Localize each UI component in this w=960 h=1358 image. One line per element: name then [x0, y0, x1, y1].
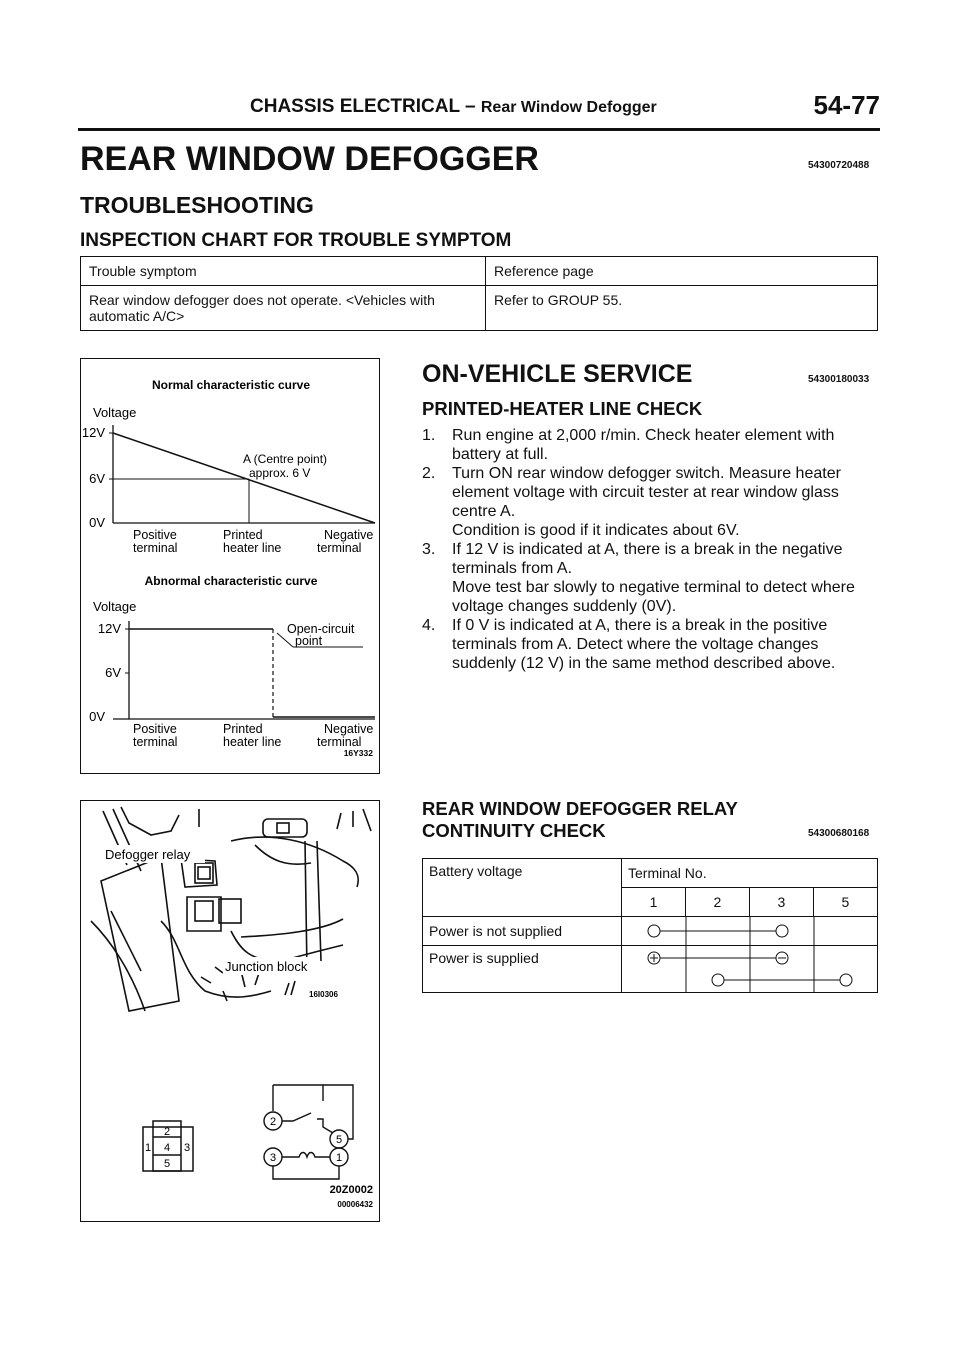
defogger-relay-label: Defogger relay	[105, 847, 191, 862]
continuity-cell	[622, 946, 878, 993]
inspection-table	[80, 256, 878, 331]
terminal-number: 5	[813, 888, 877, 917]
relay-body	[198, 867, 210, 879]
connector-shape	[263, 819, 307, 837]
characteristic-curves-figure	[81, 359, 379, 773]
header-title	[250, 96, 657, 118]
circuit-wire	[323, 1085, 353, 1139]
step-text: If 0 V is indicated at A, there is a break in the positive terminals from A. Detect where the voltage changes suddenly (12 V) in the same method described above.	[452, 617, 836, 672]
harness-lines	[201, 967, 223, 983]
header-cell: Battery voltage	[423, 859, 622, 917]
tick-6v: 6V	[89, 471, 105, 486]
junction-block-label: Junction block	[225, 959, 308, 974]
table-cell: Power is supplied	[423, 946, 622, 993]
relay-pin-3: 3	[183, 1142, 191, 1154]
tick-0v-2: 0V	[89, 709, 105, 724]
table-cell: Rear window defogger does not operate. <Vehicles with automatic A/C>	[81, 286, 486, 331]
header-subsection: Rear Window Defogger	[480, 99, 657, 116]
continuity-cell	[622, 917, 878, 946]
continuity-table	[422, 858, 878, 993]
step-text: Condition is good if it indicates about 6V.	[452, 522, 740, 539]
harness-lines	[241, 919, 343, 937]
tick-0v: 0V	[89, 515, 105, 530]
relay-pin-4: 4	[163, 1142, 171, 1154]
relay-pin-1: 1	[144, 1142, 152, 1154]
relay-check-title-line2: CONTINUITY CHECK	[422, 820, 606, 841]
terminal-number: 2	[685, 888, 749, 917]
page-header	[78, 92, 880, 131]
step-number: 4.	[422, 617, 436, 634]
relay-pin-5: 5	[163, 1158, 171, 1170]
x-label-negative-b2: terminal	[317, 735, 362, 749]
relay-check-title	[422, 798, 738, 842]
heater-check-steps	[422, 426, 880, 673]
figure-code-1: 16I0306	[309, 990, 338, 999]
abnormal-curve-title: Abnormal characteristic curve	[144, 574, 318, 588]
inspection-chart-title: INSPECTION CHART FOR TROUBLE SYMPTOM	[80, 230, 512, 251]
voltage-label: Voltage	[93, 405, 137, 420]
title-code: 54300720488	[808, 160, 870, 171]
relay-body	[187, 897, 221, 931]
header-separator: –	[465, 96, 476, 117]
table-header-row	[81, 257, 878, 286]
x-label-negative-2: terminal	[317, 541, 362, 555]
header-section: CHASSIS ELECTRICAL	[250, 96, 460, 117]
section-troubleshooting: TROUBLESHOOTING	[80, 192, 314, 218]
relay-body	[219, 899, 241, 923]
continuity-node	[648, 925, 660, 937]
step-item	[422, 426, 880, 464]
normal-curve-line	[113, 433, 375, 523]
open-circuit-label-2: point	[295, 634, 323, 648]
step-text: Run engine at 2,000 r/min. Check heater element with battery at full.	[452, 427, 835, 463]
figure-code-2: 20Z0002	[329, 1184, 373, 1196]
circuit-wire	[273, 1166, 339, 1179]
x-label-printed: Printed	[223, 528, 263, 542]
characteristic-curves-panel	[80, 358, 380, 774]
table-row	[423, 946, 878, 993]
table-cell: Power is not supplied	[423, 917, 622, 946]
tick-6v-2: 6V	[105, 665, 121, 680]
relay-location-panel	[80, 800, 380, 1222]
table-row	[423, 917, 878, 946]
step-text: Move test bar slowly to negative terminal to detect where voltage changes suddenly (0V).	[452, 579, 855, 615]
x-label-printed-b2: heater line	[223, 735, 282, 749]
x-label-printed-b: Printed	[223, 722, 263, 736]
x-label-positive-b2: terminal	[133, 735, 178, 749]
heater-check-title: PRINTED-HEATER LINE CHECK	[422, 398, 703, 419]
figure-code: 16Y332	[343, 748, 373, 758]
normal-curve-title: Normal characteristic curve	[151, 378, 311, 392]
terminal-number: 3	[749, 888, 813, 917]
x-label-printed-2: heater line	[223, 541, 282, 555]
relay-location-figure	[81, 801, 379, 1221]
continuity-node	[712, 974, 724, 986]
header-cell: Trouble symptom	[81, 257, 486, 286]
tick-12v: 12V	[81, 425, 105, 440]
relay-circuit-symbol	[264, 1085, 353, 1179]
terminal-5: 5	[335, 1134, 343, 1146]
centre-point-label: A (Centre point)	[243, 452, 328, 466]
table-cell: Refer to GROUP 55.	[486, 286, 878, 331]
circuit-wire	[273, 1085, 323, 1101]
continuity-not-supplied	[622, 917, 876, 945]
harness-lines	[111, 911, 141, 971]
relay-coil	[282, 1153, 330, 1158]
relay-pin-2: 2	[163, 1126, 171, 1138]
on-vehicle-service-title: ON-VEHICLE SERVICE	[422, 360, 693, 388]
x-label-negative: Negative	[324, 528, 374, 542]
continuity-node	[840, 974, 852, 986]
harness-lines	[91, 921, 145, 1011]
open-circuit-label: Open-circuit	[287, 622, 355, 636]
terminal-2: 2	[269, 1116, 277, 1128]
step-text: Turn ON rear window defogger switch. Measure heater element voltage with circuit tester at rear window glass centre A.	[452, 465, 841, 520]
terminal-number: 1	[622, 888, 686, 917]
step-item	[422, 616, 880, 673]
relay-location-drawing	[91, 807, 371, 1011]
table-header-row	[423, 859, 878, 888]
relay-check-title-line1: REAR WINDOW DEFOGGER RELAY	[422, 798, 738, 819]
harness-lines	[255, 845, 311, 864]
figure-code-3: 00006432	[337, 1200, 373, 1209]
panel-outline	[101, 857, 179, 1011]
switch-contact	[282, 1113, 333, 1133]
x-label-positive: Positive	[133, 528, 177, 542]
relay-body	[195, 901, 213, 921]
step-number: 1.	[422, 427, 436, 444]
harness-lines	[231, 931, 343, 961]
step-item	[422, 540, 880, 616]
centre-point-value: approx. 6 V	[249, 466, 311, 480]
x-label-positive-2: terminal	[133, 541, 178, 555]
terminal-1: 1	[335, 1152, 343, 1164]
page-number: 54-77	[813, 90, 880, 120]
voltage-label-2: Voltage	[93, 599, 137, 614]
step-number: 2.	[422, 465, 436, 482]
harness-lines	[231, 837, 358, 887]
header-cell: Reference page	[486, 257, 878, 286]
x-label-positive-b: Positive	[133, 722, 177, 736]
step-text: If 12 V is indicated at A, there is a break in the negative terminals from A.	[452, 541, 843, 577]
step-number: 3.	[422, 541, 436, 558]
harness-lines	[337, 809, 371, 831]
tick-12v-2: 12V	[97, 621, 121, 636]
table-row	[81, 286, 878, 331]
continuity-supplied	[622, 946, 876, 992]
harness-lines	[285, 981, 295, 995]
step-item	[422, 464, 880, 540]
x-label-negative-b: Negative	[324, 722, 374, 736]
page-title: REAR WINDOW DEFOGGER	[80, 140, 539, 178]
header-cell: Terminal No.	[622, 859, 878, 888]
relay-check-code: 54300680168	[808, 828, 870, 839]
connector-shape	[277, 823, 289, 833]
on-vehicle-code: 54300180033	[808, 374, 870, 385]
terminal-3: 3	[269, 1152, 277, 1164]
continuity-node	[776, 925, 788, 937]
